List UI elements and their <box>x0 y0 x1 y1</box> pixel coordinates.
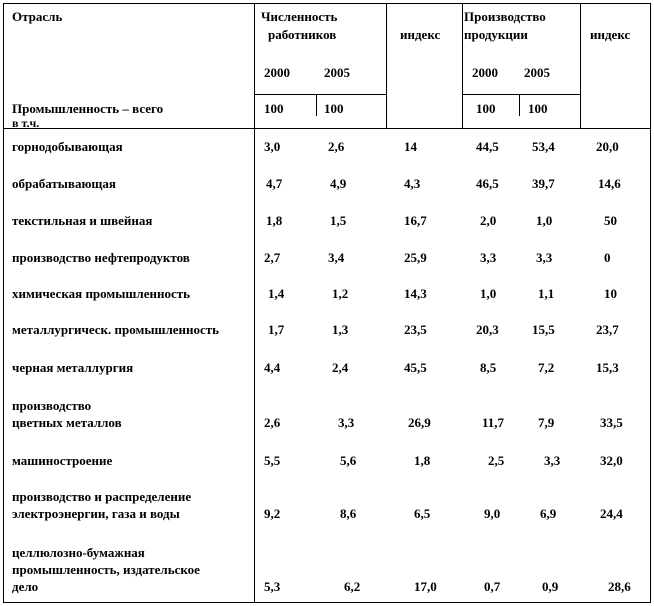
row-label-line1: обрабатывающая <box>12 176 116 191</box>
col-line-employees <box>386 3 387 129</box>
cell-p2005: 0,9 <box>542 579 559 594</box>
cell-idx2: 50 <box>604 213 617 228</box>
cell-p2000: 8,5 <box>480 360 497 375</box>
header-year-p2005: 2005 <box>524 65 550 80</box>
header-employees-line1: Численность <box>261 9 338 24</box>
total-p2005: 100 <box>528 101 548 116</box>
cell-p2000: 3,3 <box>480 250 497 265</box>
cell-idx1: 26,9 <box>408 415 431 430</box>
cell-idx2: 24,4 <box>600 506 623 521</box>
cell-p2000: 2,0 <box>480 213 497 228</box>
row-label-line1: машиностроение <box>12 453 113 468</box>
cell-p2005: 1,1 <box>538 286 555 301</box>
row-label-line2: электроэнергии, газа и воды <box>12 506 180 521</box>
cell-p2000: 20,3 <box>476 322 499 337</box>
cell-idx2: 28,6 <box>608 579 631 594</box>
cell-e2000: 5,3 <box>264 579 281 594</box>
header-production-line1: Производство <box>464 9 546 24</box>
cell-e2000: 1,8 <box>266 213 283 228</box>
cell-p2000: 9,0 <box>484 506 501 521</box>
row-label-line1: целлюлозно-бумажная <box>12 545 145 560</box>
cell-e2000: 3,0 <box>264 139 281 154</box>
total-e2005: 100 <box>324 101 344 116</box>
cell-idx2: 33,5 <box>600 415 623 430</box>
cell-idx1: 4,3 <box>404 176 421 191</box>
cell-p2000: 44,5 <box>476 139 499 154</box>
cell-e2005: 2,6 <box>328 139 345 154</box>
table-border-bottom <box>3 602 651 603</box>
row-label-line2: цветных металлов <box>12 415 122 430</box>
cell-e2005: 2,4 <box>332 360 349 375</box>
cell-p2005: 15,5 <box>532 322 555 337</box>
employees-subheader-line <box>254 94 386 95</box>
table-border-right <box>650 3 651 603</box>
cell-e2000: 1,7 <box>268 322 285 337</box>
cell-e2005: 8,6 <box>340 506 357 521</box>
header-production-line2: продукции <box>464 27 528 42</box>
cell-idx1: 25,9 <box>404 250 427 265</box>
table-border-left <box>3 3 4 603</box>
cell-e2000: 4,4 <box>264 360 281 375</box>
header-index1: индекс <box>400 27 441 42</box>
total-e2000: 100 <box>264 101 284 116</box>
header-year-e2005: 2005 <box>324 65 350 80</box>
cell-idx2: 20,0 <box>596 139 619 154</box>
cell-p2000: 2,5 <box>488 453 505 468</box>
cell-p2005: 39,7 <box>532 176 555 191</box>
row-label-line1: металлургическ. промышленность <box>12 322 220 337</box>
cell-idx2: 15,3 <box>596 360 619 375</box>
col-line-p-years <box>519 94 520 116</box>
cell-idx1: 6,5 <box>414 506 431 521</box>
cell-e2005: 1,5 <box>330 213 347 228</box>
header-year-e2000: 2000 <box>264 65 290 80</box>
header-year-p2000: 2000 <box>472 65 498 80</box>
cell-idx1: 14,3 <box>404 286 427 301</box>
cell-p2005: 53,4 <box>532 139 555 154</box>
cell-idx1: 45,5 <box>404 360 427 375</box>
cell-p2000: 11,7 <box>482 415 505 430</box>
row-label-line1: горнодобывающая <box>12 139 123 154</box>
cell-idx2: 32,0 <box>600 453 623 468</box>
table-border-top <box>3 3 651 4</box>
cell-e2000: 1,4 <box>268 286 285 301</box>
row-label-line1: производство <box>12 398 92 413</box>
col-line-sector <box>254 3 255 603</box>
row-label-line1: производство нефтепродуктов <box>12 250 190 265</box>
cell-idx1: 17,0 <box>414 579 437 594</box>
cell-p2000: 0,7 <box>484 579 501 594</box>
cell-e2000: 2,7 <box>264 250 281 265</box>
total-label: Промышленность – всего <box>12 101 164 116</box>
header-bottom-line <box>3 128 651 129</box>
cell-e2005: 1,2 <box>332 286 349 301</box>
production-subheader-line <box>462 94 580 95</box>
row-label-line2: промышленность, издательское <box>12 562 200 577</box>
cell-idx1: 23,5 <box>404 322 427 337</box>
cell-p2005: 1,0 <box>536 213 553 228</box>
header-index2: индекс <box>590 27 631 42</box>
cell-e2005: 1,3 <box>332 322 349 337</box>
cell-e2005: 4,9 <box>330 176 347 191</box>
col-line-index1 <box>462 3 463 129</box>
cell-e2000: 9,2 <box>264 506 281 521</box>
cell-e2005: 6,2 <box>344 579 361 594</box>
header-employees-line2: работников <box>268 27 337 42</box>
cell-p2005: 3,3 <box>536 250 553 265</box>
col-line-production <box>580 3 581 129</box>
row-label-line1: черная металлургия <box>12 360 134 375</box>
cell-e2000: 2,6 <box>264 415 281 430</box>
cell-e2005: 5,6 <box>340 453 357 468</box>
cell-idx2: 10 <box>604 286 617 301</box>
cell-idx2: 14,6 <box>598 176 621 191</box>
cell-idx1: 1,8 <box>414 453 431 468</box>
cell-p2005: 7,9 <box>538 415 555 430</box>
header-sector: Отрасль <box>12 9 63 24</box>
cell-idx2: 0 <box>604 250 611 265</box>
cell-p2005: 7,2 <box>538 360 555 375</box>
cell-e2005: 3,4 <box>328 250 345 265</box>
col-line-e-years <box>316 94 317 116</box>
cell-idx2: 23,7 <box>596 322 619 337</box>
row-label-line1: текстильная и швейная <box>12 213 153 228</box>
cell-p2005: 6,9 <box>540 506 557 521</box>
row-label-line1: производство и распределение <box>12 489 192 504</box>
cell-e2000: 5,5 <box>264 453 281 468</box>
cell-idx1: 16,7 <box>404 213 427 228</box>
row-label-line3: дело <box>12 579 39 594</box>
cell-e2000: 4,7 <box>266 176 283 191</box>
cell-idx1: 14 <box>404 139 417 154</box>
total-sublabel: в т.ч. <box>12 116 40 130</box>
cell-p2000: 46,5 <box>476 176 499 191</box>
cell-p2005: 3,3 <box>544 453 561 468</box>
cell-p2000: 1,0 <box>480 286 497 301</box>
row-label-line1: химическая промышленность <box>12 286 190 301</box>
cell-e2005: 3,3 <box>338 415 355 430</box>
total-p2000: 100 <box>476 101 496 116</box>
